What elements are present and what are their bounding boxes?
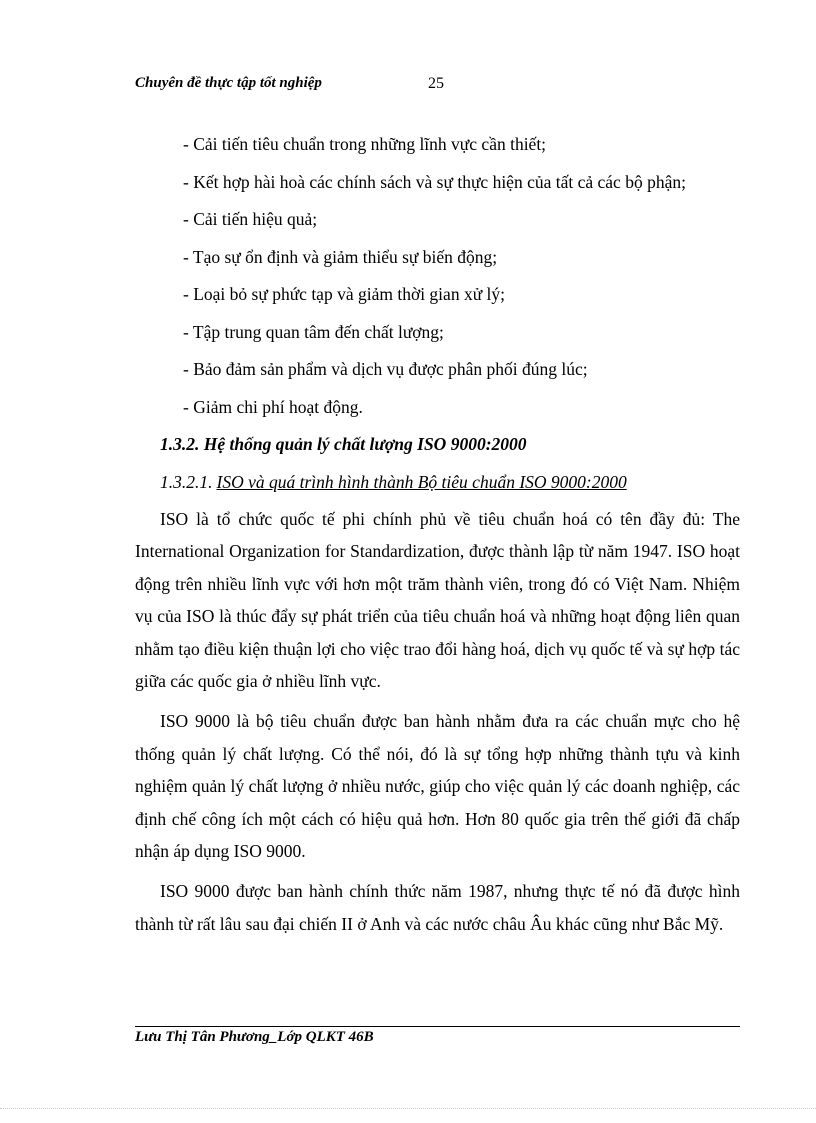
subsection-number: 1.3.2.1.: [160, 471, 213, 492]
bullet-item: - Bảo đảm sản phẩm và dịch vụ được phân phối đúng lúc;: [183, 359, 588, 379]
subsection-title: ISO và quá trình hình thành Bộ tiêu chuẩn ISO 9000:2000: [216, 471, 627, 492]
footer-divider: [135, 1026, 740, 1027]
page-bottom-border: [0, 1108, 816, 1109]
paragraph-iso-intro: ISO là tổ chức quốc tế phi chính phủ về tiêu chuẩn hoá có tên đầy đủ: The International Organization for Standardization, được thành lập từ năm 1947. ISO hoạt động trên nhiều lĩnh vực với hơn một trăm thành viên, trong đó có Việt Nam. Nhiệm vụ của ISO là thúc đẩy sự phát triển của tiêu chuẩn hoá và những hoạt động liên quan nhằm tạo điều kiện thuận lợi cho việc trao đổi hàng hoá, dịch vụ quốc tế và sự hợp tác giữa các quốc gia ở nhiều lĩnh vực.: [135, 509, 740, 692]
bullet-item: - Loại bỏ sự phức tạp và giảm thời gian xử lý;: [183, 284, 506, 304]
bullet-item: - Cải tiến tiêu chuẩn trong những lĩnh vực cần thiết;: [183, 134, 547, 154]
paragraph-iso-9000: ISO 9000 là bộ tiêu chuẩn được ban hành nhằm đưa ra các chuẩn mực cho hệ thống quản lý chất lượng. Có thể nói, đó là sự tổng hợp những thành tựu và kinh nghiệm quản lý chất lượng ở nhiều nước, giúp cho việc quản lý các doanh nghiệp, các định chế công ích một cách có hiệu quả hơn. Hơn 80 quốc gia trên thế giới đã chấp nhận áp dụng ISO 9000.: [135, 711, 740, 862]
bullet-list: [135, 128, 740, 428]
document-body: [135, 128, 740, 948]
bullet-item: - Tạo sự ổn định và giảm thiểu sự biến động;: [183, 246, 498, 267]
paragraph-iso-history: ISO 9000 được ban hành chính thức năm 1987, nhưng thực tế nó đã được hình thành từ rất lâu sau đại chiến II ở Anh và các nước châu Âu khác cũng như Bắc Mỹ.: [135, 881, 740, 934]
header-title: Chuyên đề thực tập tốt nghiệp: [135, 75, 322, 91]
bullet-item: - Tập trung quan tâm đến chất lượng;: [183, 321, 444, 342]
bullet-item: - Cải tiến hiệu quả;: [183, 209, 318, 229]
bullet-item: - Kết hợp hài hoà các chính sách và sự thực hiện của tất cả các bộ phận;: [183, 171, 686, 192]
page-number: 25: [428, 75, 444, 92]
subsection-heading: [135, 466, 740, 504]
section-heading: 1.3.2. Hệ thống quản lý chất lượng ISO 9000:2000: [160, 434, 527, 454]
page-header: [135, 75, 535, 97]
bullet-item: - Giảm chi phí hoạt động.: [183, 396, 363, 417]
page-footer: Lưu Thị Tân Phương_Lớp QLKT 46B: [135, 1029, 374, 1045]
